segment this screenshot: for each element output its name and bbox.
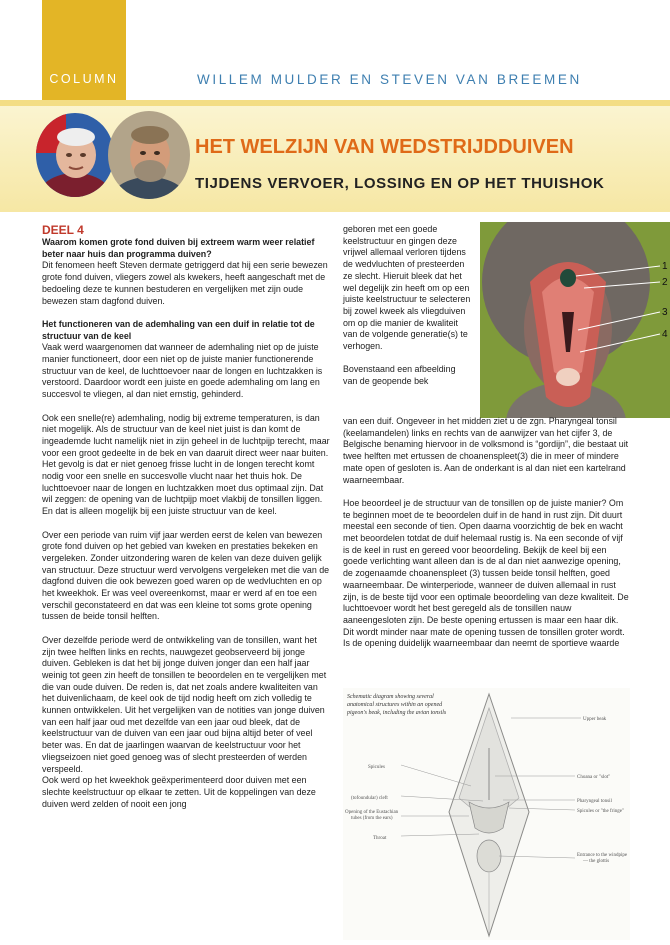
intro-paragraph: Dit fenomeen heeft Steven dermate getriggerd dat hij een serie bewezen grote fond duiven, vliegers zowel als kwekers, heeft aangeschaft met de bedoeling deze te kunnen bestuderen en vergelijken met zijn oude bewezen stam dagfond duiven. xyxy=(42,260,328,306)
portrait-steven-van-breemen xyxy=(108,111,190,199)
right-column xyxy=(343,416,629,650)
photo-marker-4: 4 xyxy=(662,329,668,340)
label-upper-beak: Upper beak xyxy=(583,717,607,722)
paragraph-5: Ook werd op het kweekhok geëxperimenteerd door duiven met een slechte keelstructuur op elkaar te zetten. Uit de koppelingen van deze duiven werd zelden of nooit een jong xyxy=(42,775,316,809)
label-throat: Throat xyxy=(373,836,387,841)
right-paragraph-1: van een duif. Ongeveer in het midden ziet u de zgn. Pharyngeal tonsil (keelamandelen) links en rechts van de aanwijzer van het cijfer 3, de Belgische benaming hiervoor in de volksmond is “gordijn”, die bestaat uit twee helften met ertussen de choanenspleet(3) die in meer of mindere mate open of gesloten is. Aan de onderkant is al dan niet een kartelrand waarneembaar. xyxy=(343,416,629,485)
paragraph-2: Ook een snelle(re) ademhaling, nodig bij extreme temperaturen, is dan niet mogelijk. Als de structuur van de keel niet juist is dan komt de ingeademde lucht namelijk niet in zijn geheel in de luchtpijp terecht, maar voor een groot gedeelte in de bek en van daaruit direct weer naar buiten. Het gevolg is dat er niet genoeg frisse lucht in de longen terecht komt nodig voor een snelle en succesvolle vlucht naar het thuis hok. De luchttoevoer naar de longen en luchtzakken moet dus optimaal zijn. Dat wil zeggen: de opening van de luchtpijp moet vlakbij de tonsillen liggen. En dat is alleen mogelijk bij een juiste structuur van de keel. xyxy=(42,412,330,517)
label-glottis: Entrance to the windpipe — the glottis xyxy=(577,853,628,864)
middle-paragraph-2: Bovenstaand een afbeelding van de geopende bek xyxy=(343,364,456,387)
paragraph-3: Over een periode van ruim vijf jaar werden eerst de kelen van bewezen grote fond duiven op het gebied van kweken en prestaties bekeken en vergeleken. Zonder uitzondering waren de kelen van deze duiven gelijk van structuur. Deze structuur werd vervolgens vergeleken met die van de dagfond duiven die ook bewezen goed waren op de wedvluchten en op het kweekhok. Er was veel overeenkomst, maar er werd af en toe een verschil geconstateerd en dat was een kleine tot soms grote opening tussen de beide tonsil helften. xyxy=(42,529,330,622)
left-column xyxy=(42,224,330,822)
banner-stripe xyxy=(0,100,670,106)
diagram-caption: Schematic diagram showing several anatomical structures within an opened pigeon's beak, including the avian tonsils xyxy=(347,694,447,716)
section-heading: Het functioneren van de ademhaling van een duif in relatie tot de structuur van de keel xyxy=(42,318,315,341)
label-cleft: (tofoundular) cleft xyxy=(351,796,388,801)
pigeon-throat-photo xyxy=(480,222,670,418)
label-fringe: Spicules or "the fringe" xyxy=(577,809,624,814)
column-label: COLUMN xyxy=(49,72,119,86)
photo-marker-1: 1 xyxy=(662,261,668,272)
lead-question: Waarom komen grote fond duiven bij extreem warm weer relatief beter naar huis dan programma duiven? xyxy=(42,237,315,259)
middle-column xyxy=(343,224,471,400)
article-title: HET WELZIJN VAN WEDSTRIJDDUIVEN xyxy=(195,136,574,158)
right-paragraph-2: Hoe beoordeel je de structuur van de tonsillen op de juiste manier? Om te beginnen moet de te beoordelen duif in de hand in rust zijn. Dit duurt meestal een seconde of tien. Open daarna voorzichtig de bek en wacht met beoordelen totdat de duif helemaal rustig is. Na een seconde of vijf is de keel in rust en gereed voor beoordeling. Bekijk de keel bij een goede verlichting want alleen dan is de al dan niet aanwezige opening, de zogenaamde choanenspleet (3) tussen beide tonsil helften, goed waarneembaar. De winterperiode, wanneer de duiven allemaal in rust zijn, is de beste tijd voor een optimale beoordeling van deze kwaliteit. De luchttoevoer wordt het best geregeld als de tonsillen nauw aaneengesloten zijn. De beste opening ertussen is maar een haar dik. Dit wordt minder naar mate de opening tussen de tonsillen groter wordt. Is de opening duidelijk waarneembaar dan neemt de sportieve waarde xyxy=(343,497,629,649)
middle-paragraph-1: geboren met een goede keelstructuur en gingen deze vrijwel allemaal verloren tijdens de wedvluchten of presteerden ze slecht. Hieruit bleek dat het wel degelijk zin heeft om op een juiste keelstructuur te selecteren bij zowel kweek als vliegduiven om op die manier de kwaliteit van de volgende generatie(s) te verhogen. xyxy=(343,224,471,352)
label-pharyngeal-tonsil: Pharyngeal tonsil xyxy=(577,799,612,804)
photo-marker-2: 2 xyxy=(662,277,668,288)
photo-marker-3: 3 xyxy=(662,307,668,318)
portrait-willem-mulder xyxy=(36,113,114,197)
label-spicules: Spicules xyxy=(368,765,385,770)
paragraph-1: Vaak werd waargenomen dat wanneer de ademhaling niet op de juiste manier functioneert, door een niet op de juiste manier functionerende structuur van de keel, de luchttoevoer naar de longen en luchtzakken is verstoord. Daardoor wordt een juiste en goede ademhaling om lang en succesvol te vliegen, al dan niet ernstig, gehinderd. xyxy=(42,342,323,400)
label-eustachian: Opening of the Eustachian tubes (from the ears) xyxy=(345,810,399,821)
authors-line: WILLEM MULDER EN STEVEN VAN BREEMEN xyxy=(197,72,582,87)
deel-heading: DEEL 4 xyxy=(42,223,84,237)
article-subtitle: TIJDENS VERVOER, LOSSING EN OP HET THUISHOK xyxy=(195,175,605,192)
paragraph-4: Over dezelfde periode werd de ontwikkeling van de tonsillen, want het zijn twee helften links en rechts, nauwgezet geobserveerd bij jonge duiven. Gebleken is dat het bij jonge duiven jonger dan een half jaar weinig tot geen zin heeft de tonsillen te beoordelen en te vergelijken met die van oude duiven. De reden is, dat net zoals andere kwaliteiten van het duivenlichaam, de keel ook de tijd nodig heeft om zich volledig te kunnen ontwikkelen. Uit het vergelijken van de notities van jonge duiven van een half jaar oud met dezelfde van een jaar oud bleek, dat de keelstructuur van de duiven van een jaar oud bijna altijd beter of veel beter was. En dat de jaarlingen waarvan de keelstructuur voor het vliegseizoen niet goed genoeg was of slecht presteerden of werden verspeeld. xyxy=(42,634,327,774)
beak-schematic-diagram xyxy=(343,688,630,940)
label-choana: Choana or "slot" xyxy=(577,775,611,780)
